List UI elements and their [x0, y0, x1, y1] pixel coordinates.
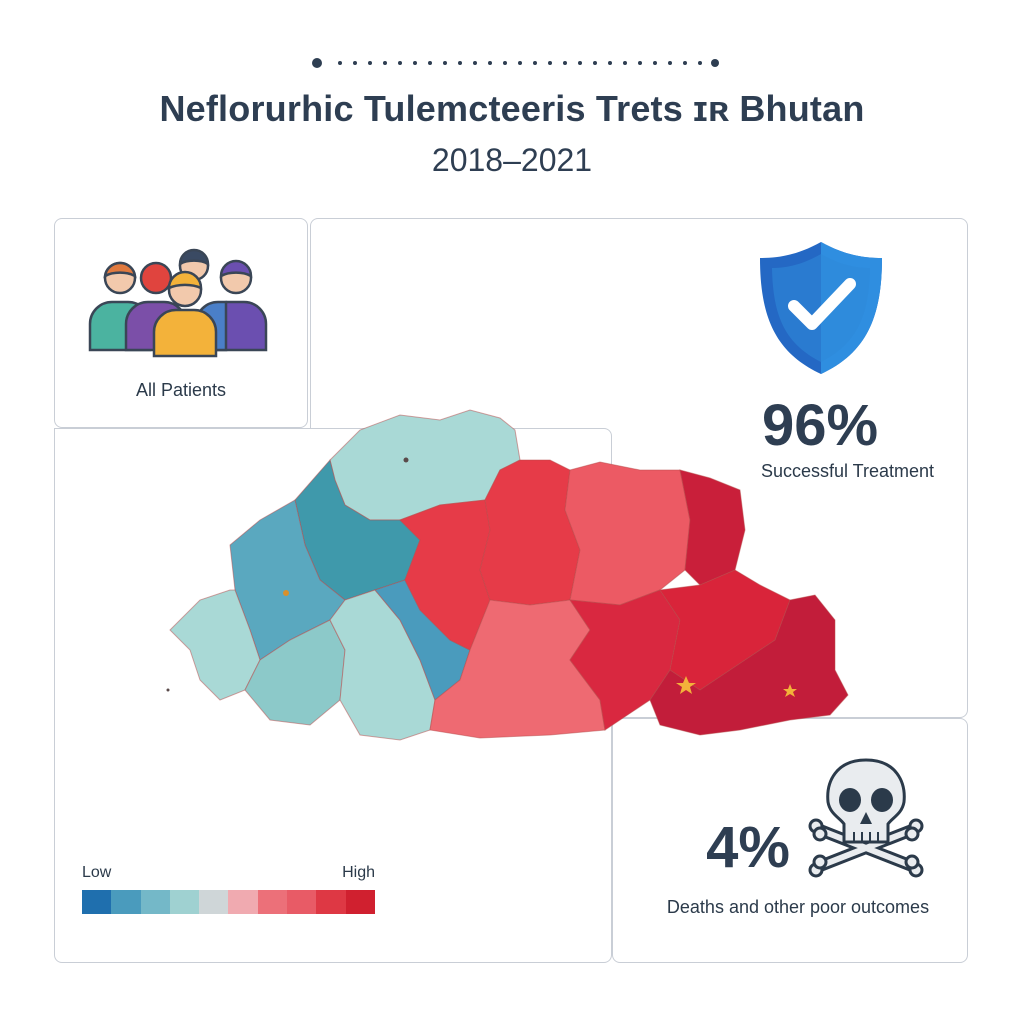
- page-subtitle: 2018–2021: [431, 142, 593, 178]
- map-point: [167, 689, 170, 692]
- legend-swatch: [316, 890, 345, 914]
- map-point: [283, 590, 289, 596]
- legend-color-scale: [82, 890, 375, 914]
- map-region: [565, 462, 690, 605]
- success-label: Successful Treatment: [760, 461, 935, 481]
- bhutan-choropleth-map: [150, 400, 860, 750]
- legend-swatch: [141, 890, 170, 914]
- dotted-divider: [310, 56, 722, 70]
- legend-swatch: [228, 890, 257, 914]
- map-point: [404, 458, 409, 463]
- success-value: 96%: [761, 393, 879, 458]
- patients-label: All Patients: [135, 380, 227, 400]
- legend-swatch: [111, 890, 140, 914]
- legend-low-label: Low: [82, 864, 112, 881]
- map-region: [680, 470, 745, 585]
- page-title: Neflorurhic Tulemcteeris Trets ɪʀ Bhutan: [159, 88, 865, 129]
- legend-swatch: [287, 890, 316, 914]
- deaths-label: Deaths and other poor outcomes: [666, 897, 930, 917]
- legend-swatch: [346, 890, 375, 914]
- legend-swatch: [258, 890, 287, 914]
- skull-crossbones-icon: [806, 752, 926, 882]
- shield-check-icon: [756, 238, 886, 378]
- deaths-value: 4%: [706, 815, 790, 880]
- legend-swatch: [199, 890, 228, 914]
- map-region: [480, 460, 580, 605]
- group-of-people-icon: [84, 246, 274, 358]
- legend-swatch: [82, 890, 111, 914]
- legend-swatch: [170, 890, 199, 914]
- legend-high-label: High: [342, 864, 375, 881]
